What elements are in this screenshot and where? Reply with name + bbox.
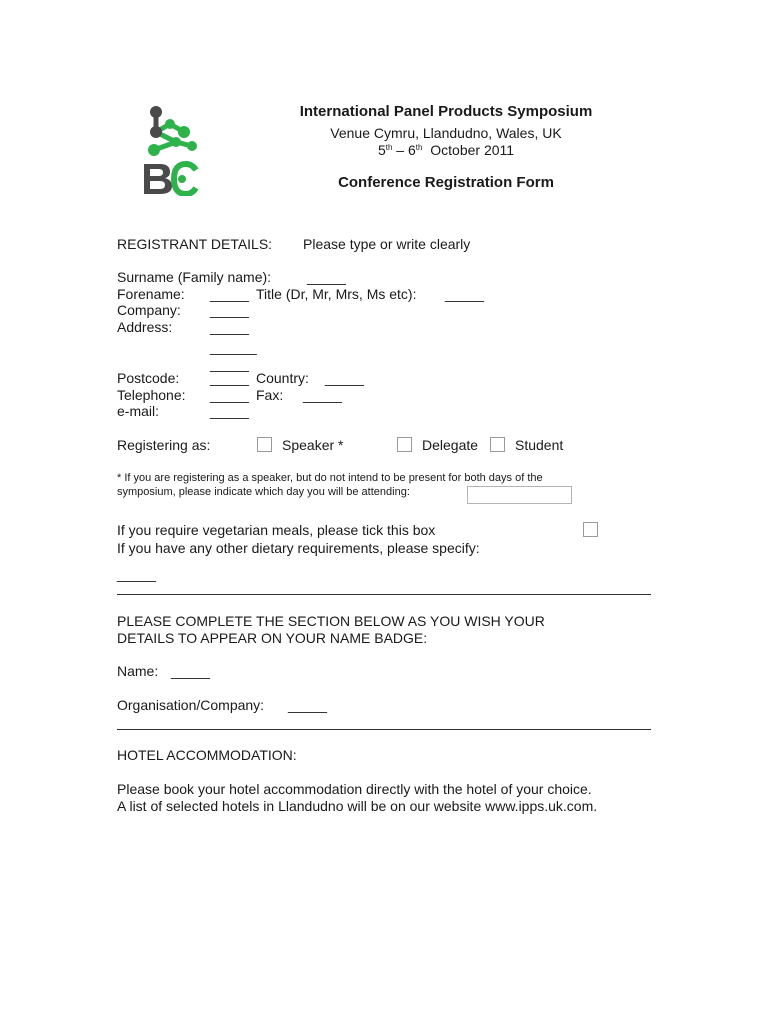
hotel-text-line2: A list of selected hotels in Llandudno will be on our website www.ipps.uk.com.	[117, 798, 598, 814]
form-title: Conference Registration Form	[338, 174, 554, 191]
organization-logo	[140, 104, 200, 196]
section-divider-2	[117, 729, 651, 730]
dietary-requirements-field[interactable]: _____	[117, 566, 156, 582]
dietary-requirements-label: If you have any other dietary requirements, please specify:	[117, 540, 480, 556]
student-checkbox[interactable]	[490, 437, 505, 452]
section-divider-1	[117, 594, 651, 595]
student-label: Student	[515, 437, 564, 453]
logo-graphic	[140, 104, 200, 196]
attendance-day-input[interactable]	[467, 486, 572, 504]
telephone-field[interactable]: _____	[210, 387, 249, 403]
badge-heading-line2: DETAILS TO APPEAR ON YOUR NAME BADGE:	[117, 630, 428, 646]
email-label: e-mail:	[117, 403, 160, 419]
address-label: Address:	[117, 319, 173, 335]
date-dash: –	[392, 142, 408, 158]
registrant-heading: REGISTRANT DETAILS:	[117, 236, 273, 252]
event-dates	[246, 142, 646, 159]
speaker-checkbox[interactable]	[257, 437, 272, 452]
vegetarian-label: If you require vegetarian meals, please tick this box	[117, 522, 436, 538]
registering-as-label: Registering as:	[117, 437, 211, 453]
forename-label: Forename:	[117, 286, 185, 302]
date-day-end: 6	[408, 142, 416, 158]
address-field-line3[interactable]: _____	[210, 356, 249, 372]
badge-name-field[interactable]: _____	[171, 663, 210, 679]
address-field-line2[interactable]: ______	[210, 339, 257, 355]
postcode-field[interactable]: _____	[210, 370, 249, 386]
title-label: Title (Dr, Mr, Mrs, Ms etc):	[256, 286, 417, 302]
country-label: Country:	[256, 370, 309, 386]
email-field[interactable]: _____	[210, 403, 249, 419]
country-field[interactable]: _____	[325, 370, 364, 386]
badge-name-label: Name:	[117, 663, 159, 679]
company-label: Company:	[117, 302, 181, 318]
fax-label: Fax:	[256, 387, 284, 403]
hotel-heading: HOTEL ACCOMMODATION:	[117, 747, 297, 763]
telephone-label: Telephone:	[117, 387, 186, 403]
vegetarian-checkbox[interactable]	[583, 522, 598, 537]
registrant-instruction: Please type or write clearly	[303, 236, 471, 252]
forename-field[interactable]: _____	[210, 286, 249, 302]
delegate-label: Delegate	[422, 437, 479, 453]
hotel-text-line1: Please book your hotel accommodation directly with the hotel of your choice.	[117, 781, 592, 797]
address-field-line1[interactable]: _____	[210, 319, 249, 335]
delegate-checkbox[interactable]	[397, 437, 412, 452]
date-suffix-end: th	[415, 143, 423, 152]
badge-organisation-label: Organisation/Company:	[117, 697, 265, 713]
surname-label: Surname (Family name):	[117, 269, 272, 285]
venue-text: Venue Cymru, Llandudno, Wales, UK	[330, 125, 562, 141]
fax-field[interactable]: _____	[303, 387, 342, 403]
speaker-note-line1: * If you are registering as a speaker, but do not intend to be present for both days of the	[117, 472, 543, 484]
title-field[interactable]: _____	[445, 286, 484, 302]
date-day-start: 5	[377, 142, 386, 158]
speaker-note-line2: symposium, please indicate which day you will be attending:	[117, 486, 410, 498]
surname-field[interactable]: _____	[307, 269, 346, 285]
badge-heading-line1: PLEASE COMPLETE THE SECTION BELOW AS YOU WISH YOUR	[117, 613, 545, 629]
speaker-label: Speaker *	[282, 437, 344, 453]
date-suffix-start: th	[385, 143, 393, 152]
symposium-title: International Panel Products Symposium	[299, 103, 593, 120]
badge-organisation-field[interactable]: _____	[288, 697, 327, 713]
company-field[interactable]: _____	[210, 302, 249, 318]
date-month-year: October 2011	[422, 142, 515, 158]
postcode-label: Postcode:	[117, 370, 180, 386]
